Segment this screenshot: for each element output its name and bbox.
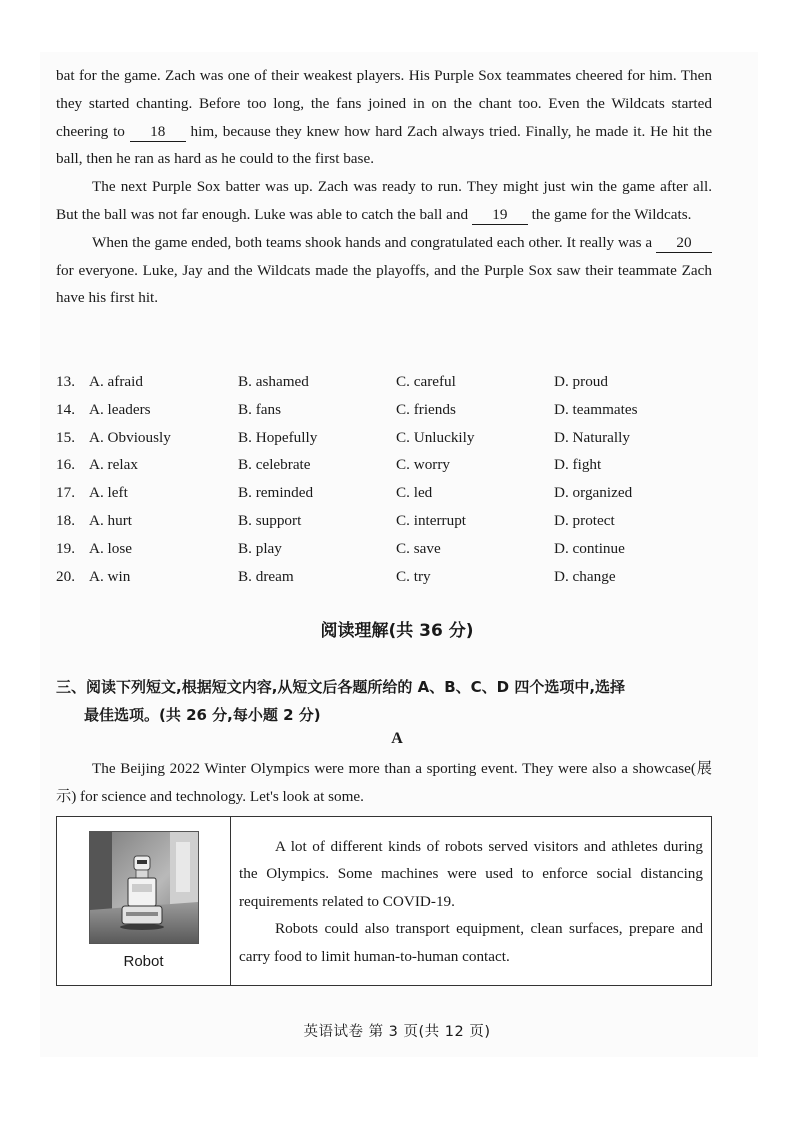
question-number: 14. (56, 400, 75, 418)
robot-paragraph-1: A lot of different kinds of robots served visitors and athletes during the Olympics. Some machines were used to enforce social distancing requirements related to COVID-19. (239, 838, 703, 910)
question-14 (56, 396, 716, 424)
option-b: B. ashamed (238, 373, 309, 390)
page-footer: 英语试卷 第 3 页(共 12 页) (303, 1024, 491, 1040)
question-number: 20. (56, 567, 75, 585)
option-c: C. careful (396, 373, 456, 390)
option-d: D. organized (554, 484, 633, 502)
option-c: C. save (396, 539, 441, 557)
blank-20: 20 (656, 233, 712, 253)
question-number: 19. (56, 539, 75, 557)
option-b: B. Hopefully (238, 428, 318, 446)
option-c: C. try (396, 567, 431, 585)
option-a: A. afraid (89, 373, 143, 390)
option-c: C. led (396, 484, 433, 502)
instruction-line-1: 三、阅读下列短文,根据短文内容,从短文后各题所给的 A、B、C、D 四个选项中,选择 (56, 678, 626, 696)
question-number: 16. (56, 456, 75, 474)
question-number: 15. (56, 428, 75, 446)
blank-19: 19 (472, 205, 528, 225)
option-a: A. left (89, 484, 128, 502)
passage-paragraph-1: bat for the game. Zach was one of their weakest players. His Purple Sox teammates cheered for him. Then they started chanting. Before too long, the fans joined in on the chant too. Even the Wildcats started cheering to 18 him, because they knew how hard Zach always tried. Finally, he made it. He hit the ball, then he ran as hard as he could to the first base. (56, 67, 712, 168)
question-18 (56, 507, 716, 535)
option-d: D. continue (554, 539, 625, 557)
robot-text-cell (239, 833, 703, 970)
question-number: 18. (56, 511, 75, 529)
option-a: A. hurt (89, 511, 133, 529)
option-a: A. relax (89, 456, 138, 474)
option-b: B. dream (238, 567, 294, 585)
answer-options (56, 368, 716, 590)
robot-image-cell (57, 817, 231, 985)
option-d: D. protect (554, 511, 615, 529)
option-c: C. interrupt (396, 511, 467, 529)
cloze-passage (56, 62, 712, 312)
blank-18: 18 (130, 122, 186, 142)
question-16 (56, 451, 716, 479)
option-a: A. lose (89, 539, 133, 557)
section-title: 阅读理解(共 36 分) (320, 621, 474, 641)
part-label: A (391, 730, 403, 747)
robot-info-box (56, 816, 712, 986)
option-a: A. win (89, 567, 131, 585)
option-d: D. teammates (554, 400, 638, 418)
option-d: D. fight (554, 456, 602, 474)
robot-caption: Robot (123, 953, 164, 970)
option-a: A. Obviously (89, 428, 171, 446)
question-19 (56, 535, 716, 563)
question-13 (56, 368, 716, 396)
option-b: B. celebrate (238, 456, 311, 474)
instruction-line-2: 最佳选项。(共 26 分,每小题 2 分) (84, 706, 321, 724)
option-d: D. change (554, 567, 616, 585)
option-c: C. friends (396, 400, 456, 418)
question-number: 17. (56, 484, 75, 502)
intro-paragraph: The Beijing 2022 Winter Olympics were more than a sporting event. They were also a showcase(展示) for science and technology. Let's look at some. (56, 760, 712, 805)
passage-paragraph-2: The next Purple Sox batter was up. Zach was ready to run. They might just win the game after all. But the ball was not far enough. Luke was able to catch the ball and 19 the game for the Wildcats. (56, 178, 712, 223)
question-20 (56, 563, 716, 591)
passage-paragraph-3: When the game ended, both teams shook hands and congratulated each other. It really was a 20 for everyone. Luke, Jay and the Wildcats made the playoffs, and the Purple Sox saw their teammate Zach have his first hit. (56, 233, 712, 307)
option-d: D. Naturally (554, 428, 630, 446)
question-number: 13. (56, 373, 75, 390)
reading-intro (56, 755, 712, 811)
question-17 (56, 479, 716, 507)
section-instruction (56, 673, 720, 729)
option-b: B. reminded (238, 484, 314, 502)
option-c: C. Unluckily (396, 428, 475, 446)
option-b: B. support (238, 511, 302, 529)
option-b: B. fans (238, 400, 282, 418)
robot-photo (89, 831, 199, 944)
option-d: D. proud (554, 373, 608, 390)
option-a: A. leaders (89, 400, 151, 418)
robot-paragraph-2: Robots could also transport equipment, clean surfaces, prepare and carry food to limit human-to-human contact. (239, 920, 703, 965)
option-c: C. worry (396, 456, 450, 474)
option-b: B. play (238, 539, 282, 557)
robot-illustration (90, 832, 198, 943)
question-15 (56, 424, 716, 452)
